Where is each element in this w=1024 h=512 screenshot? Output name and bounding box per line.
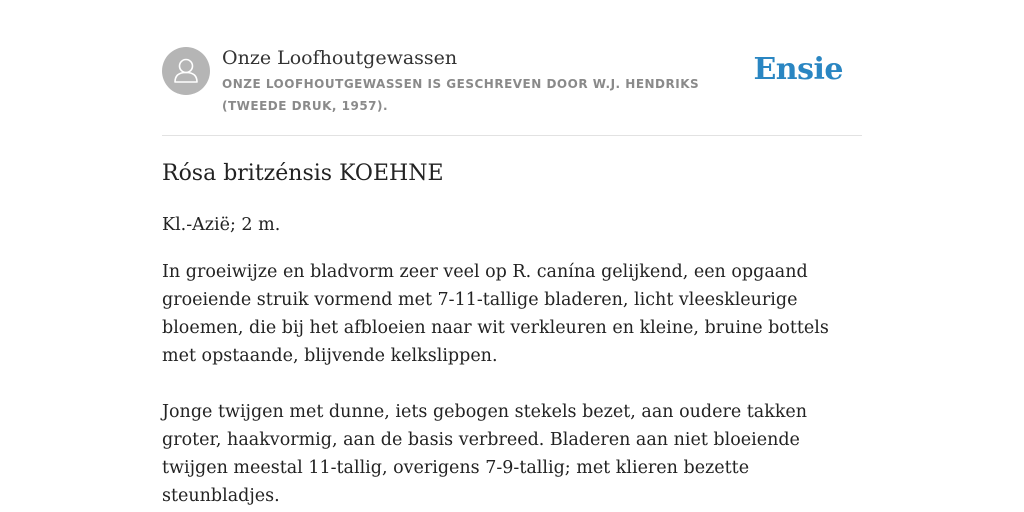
entry-region: Kl.-Azië; 2 m.	[162, 215, 281, 235]
entry-paragraph: In groeiwijze en bladvorm zeer veel op R. canína gelijkend, een opgaand groeiende struik vormend met 7-11-tallige bladeren, licht vleeskleurige bloemen, die bij het afbloeien naar wit verkleuren en kleine, bruine bottels met opstaande, blijvende kelkslippen.	[162, 262, 829, 366]
entry-paragraph: Jonge twijgen met dunne, iets gebogen stekels bezet, aan oudere takken groter, haakvormig, aan de basis verbreed. Bladeren aan niet bloeiende twijgen meestal 11-tallig, overigens 7-9-tallig; met klieren bezette steunbladjes.	[162, 402, 808, 506]
entry-title: Rósa britzénsis KOEHNE	[162, 161, 444, 186]
entry-content	[162, 157, 862, 510]
user-icon	[162, 47, 210, 95]
source-title[interactable]: Onze Loofhoutgewassen	[222, 47, 458, 69]
header-divider	[162, 135, 862, 136]
source-description: ONZE LOOFHOUTGEWASSEN IS GESCHREVEN DOOR W.J. HENDRIKS (TWEEDE DRUK, 1957).	[222, 77, 700, 113]
source-header	[162, 46, 862, 116]
ensie-logo[interactable]: Ensie	[753, 52, 843, 87]
avatar	[162, 47, 210, 95]
